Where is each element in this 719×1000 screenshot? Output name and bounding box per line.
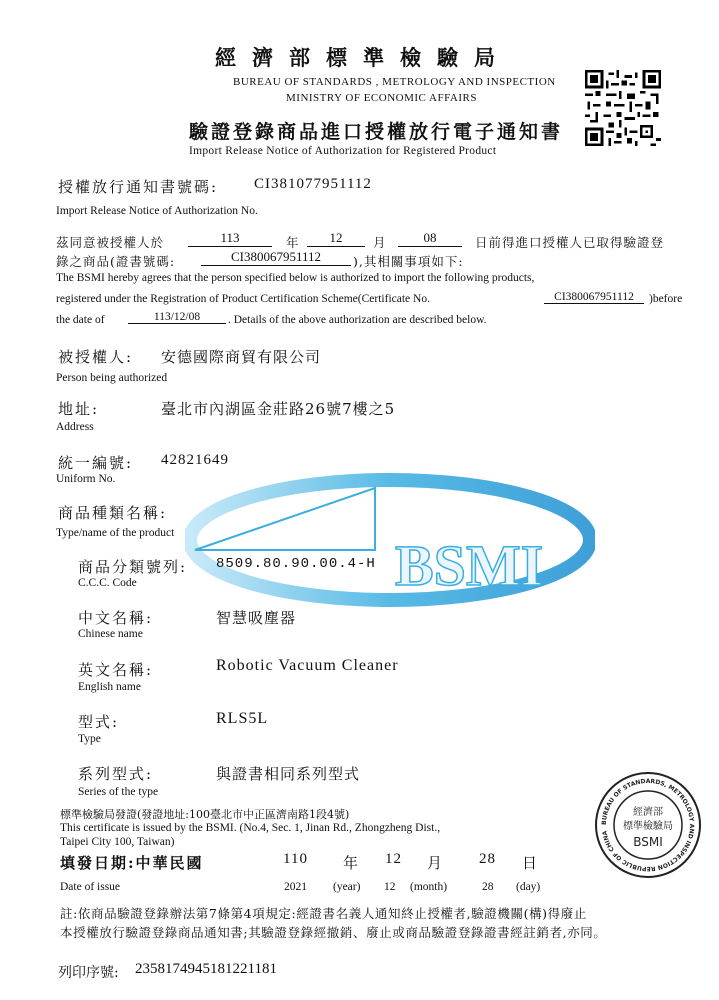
serial-label: 列印序號: — [58, 965, 119, 981]
notice-no-value: CI381077951112 — [254, 176, 372, 192]
issue-date-year-en: 2021 — [284, 881, 307, 893]
bureau-name-en: BUREAU OF STANDARDS , METROLOGY AND INSPECTION — [233, 76, 556, 88]
agreement-day: 08 — [398, 230, 462, 247]
english-name-label-en: English name — [78, 681, 141, 693]
agreement-en-cert-no: CI380067951112 — [544, 291, 644, 304]
note-line2: 本授權放行驗證登錄商品通知書;其驗證登錄經撤銷、廢止或商品驗證登錄證書經註銷者,亦同。 — [60, 925, 607, 940]
address-label: 地址: — [58, 400, 100, 418]
agreement-month: 12 — [307, 230, 365, 247]
agreement-en-line2-prefix: registered under the Registration of Product Certification Scheme(Certificate No. — [56, 293, 430, 305]
agreement-en-date: 113/12/08 — [128, 311, 226, 324]
address-value: 臺北市內湖區金莊路26號7樓之5 — [161, 400, 396, 418]
model-label: 型式: — [78, 713, 120, 731]
issue-date-label-en: Date of issue — [60, 881, 121, 893]
issue-date-year-en-unit: (year) — [333, 881, 361, 893]
english-name-label: 英文名稱: — [78, 661, 154, 679]
agreement-year-unit: 年 — [286, 235, 300, 250]
document-title-zh: 驗證登錄商品進口授權放行電子通知書 — [189, 121, 564, 143]
agreement-en-line2-suffix: )before — [649, 293, 683, 305]
issue-date-label: 填發日期:中華民國 — [60, 854, 204, 872]
notice-no-label: 授權放行通知書號碼: — [58, 178, 219, 196]
agreement-en-line1: The BSMI hereby agrees that the person specified below is authorized to import the following products, — [56, 272, 535, 284]
uniform-label-en: Uniform No. — [56, 473, 116, 485]
series-value: 與證書相同系列型式 — [216, 765, 361, 783]
watermark-text: BSMI — [395, 533, 544, 598]
issue-date-month-en: 12 — [384, 881, 396, 893]
issue-date-day: 28 — [479, 851, 496, 867]
svg-text:BSMI: BSMI — [633, 835, 663, 849]
serial-value: 2358174945181221181 — [135, 961, 277, 977]
agreement-en-line3-suffix: . Details of the above authorization are described below. — [228, 314, 487, 326]
notice-no-label-en: Import Release Notice of Authorization No. — [56, 205, 258, 217]
qr-code-icon — [585, 70, 661, 146]
issue-date-year-unit: 年 — [343, 854, 360, 872]
chinese-name-label: 中文名稱: — [78, 609, 154, 627]
bureau-name-zh: 經濟部標準檢驗局 — [215, 45, 511, 70]
agreement-cert-no: CI380067951112 — [201, 249, 351, 266]
issue-date-month: 12 — [385, 851, 402, 867]
person-label-en: Person being authorized — [56, 372, 168, 384]
model-label-en: Type — [78, 733, 101, 745]
product-type-label-en: Type/name of the product — [56, 527, 175, 539]
issue-date-day-en: 28 — [482, 881, 494, 893]
issuer-zh: 標準檢驗局發證(發證地址:100臺北市中正區濟南路1段4號) — [60, 808, 350, 821]
product-type-label: 商品種類名稱: — [58, 504, 168, 522]
agreement-zh-line2-prefix: 錄之商品(證書號碼: — [56, 254, 176, 269]
agreement-zh-prefix: 茲同意被授權人於 — [56, 235, 165, 250]
uniform-value: 42821649 — [161, 452, 229, 468]
note-line1: 註:依商品驗證登錄辦法第7條第4項規定:經證書名義人通知終止授權者,驗證機關(構)得廢止 — [60, 906, 587, 921]
issue-date-day-en-unit: (day) — [516, 881, 541, 893]
bsmi-seal-stamp — [593, 770, 703, 880]
agreement-month-unit: 月 — [373, 235, 387, 250]
issuer-en-line1: This certificate is issued by the BSMI. (No.4, Sec. 1, Jinan Rd., Zhongzheng Dist., — [60, 822, 441, 834]
uniform-label: 統一編號: — [58, 454, 134, 472]
issue-date-year: 110 — [283, 851, 308, 867]
chinese-name-value: 智慧吸塵器 — [216, 609, 297, 627]
ccc-value: 8509.80.90.00.4-H — [216, 556, 376, 572]
issuer-en-line2: Taipei City 100, Taiwan) — [60, 836, 175, 848]
model-value: RLS5L — [216, 710, 269, 727]
ccc-label: 商品分類號列: — [78, 558, 188, 576]
person-value: 安德國際商貿有限公司 — [161, 348, 322, 366]
series-label: 系列型式: — [78, 765, 154, 783]
svg-text:經濟部: 經濟部 — [633, 807, 663, 818]
chinese-name-label-en: Chinese name — [78, 628, 143, 640]
english-name-value: Robotic Vacuum Cleaner — [216, 657, 399, 674]
agreement-year: 113 — [188, 230, 272, 247]
agreement-zh-suffix: 日前得進口授權人已取得驗證登 — [475, 235, 665, 250]
ccc-label-en: C.C.C. Code — [78, 577, 137, 589]
agreement-zh-line2-suffix: ),其相關事項如下: — [353, 254, 464, 269]
issue-date-day-unit: 日 — [522, 854, 539, 872]
agreement-en-line3-prefix: the date of — [56, 314, 105, 326]
person-label: 被授權人: — [58, 348, 134, 366]
document-title-en: Import Release Notice of Authorization for Registered Product — [189, 145, 497, 157]
svg-text:BUREAU OF STANDARDS, METROLOGY: BUREAU OF STANDARDS, METROLOGY AND INSPECTION REPUBLIC OF CHINA — [600, 777, 696, 873]
issue-date-month-en-unit: (month) — [410, 881, 448, 893]
series-label-en: Series of the type — [78, 786, 159, 798]
issue-date-month-unit: 月 — [427, 854, 444, 872]
ministry-name-en: MINISTRY OF ECONOMIC AFFAIRS — [286, 92, 477, 104]
address-label-en: Address — [56, 421, 94, 433]
svg-text:標準檢驗局: 標準檢驗局 — [623, 821, 673, 832]
